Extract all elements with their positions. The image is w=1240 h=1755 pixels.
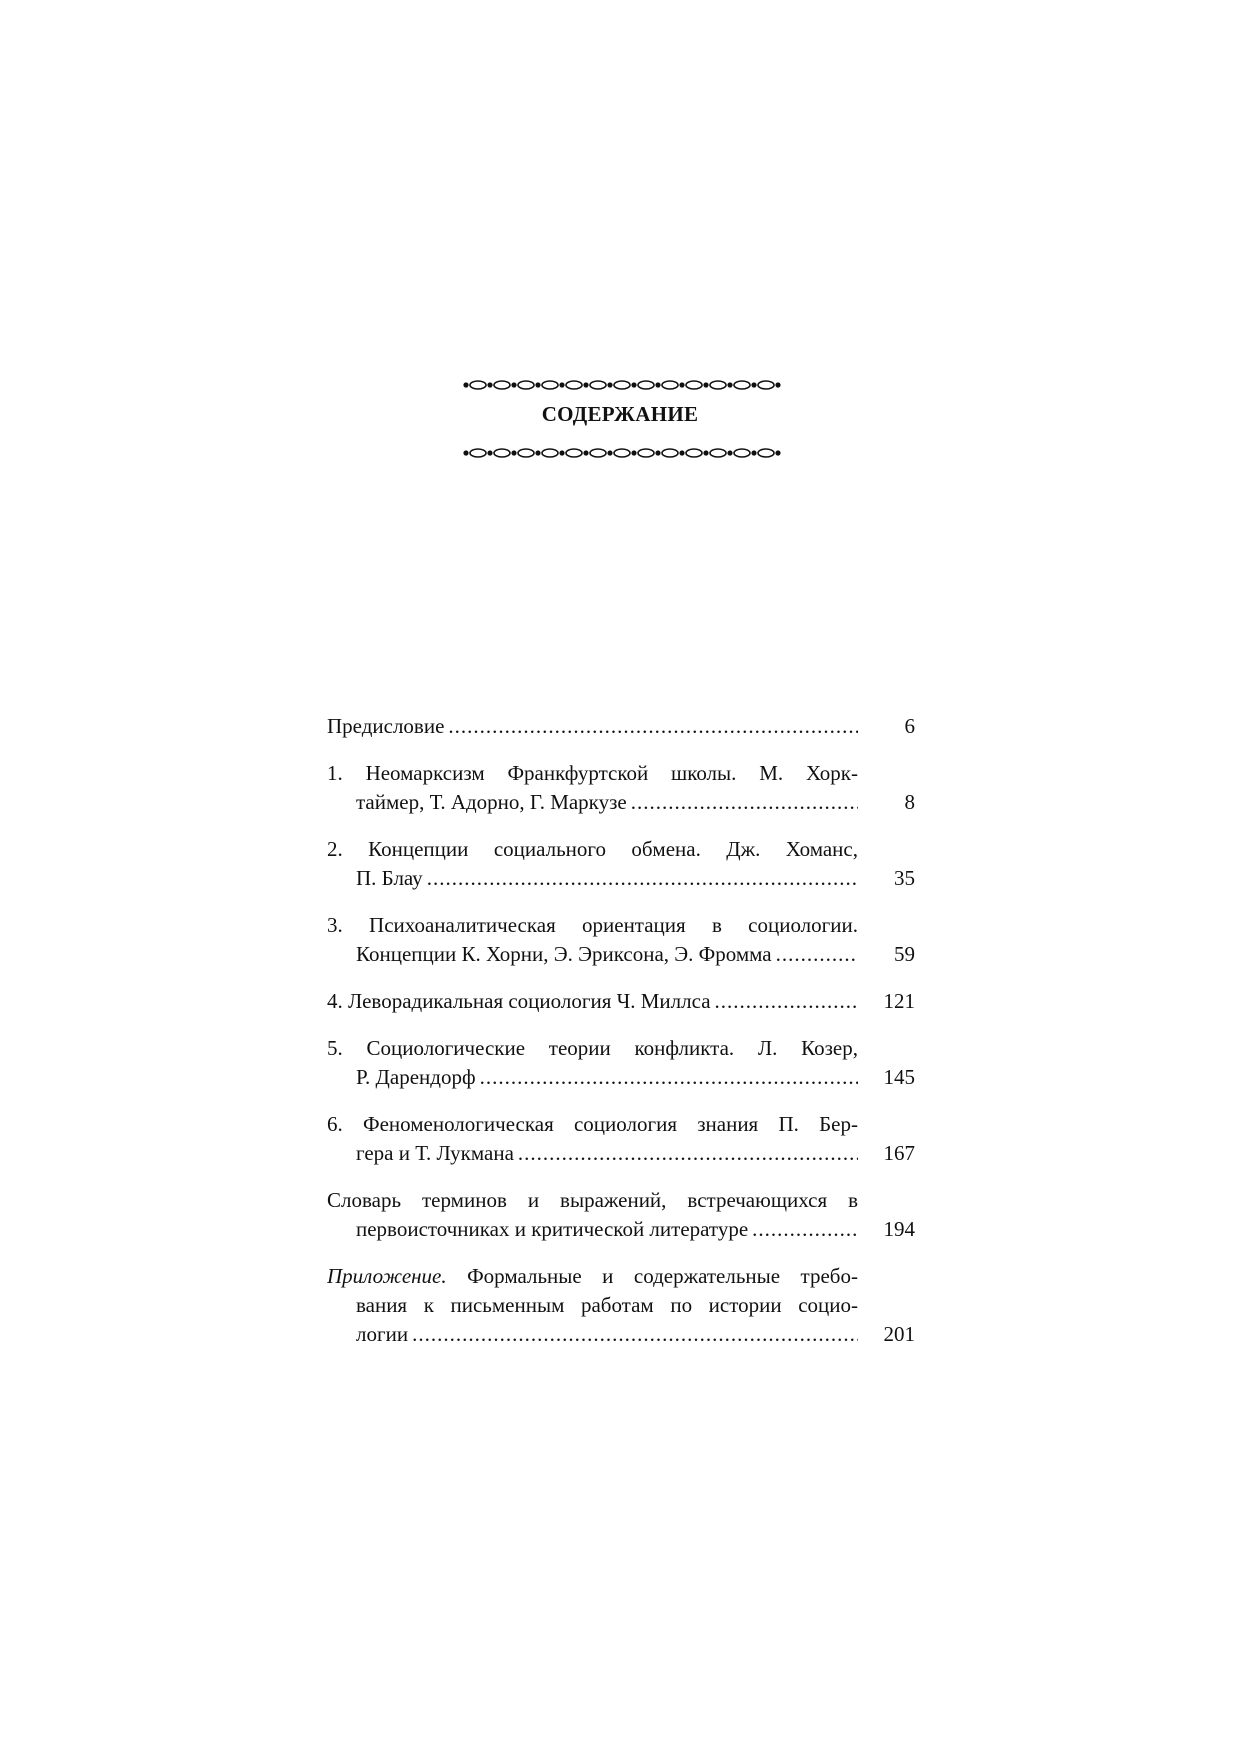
table-of-contents xyxy=(327,712,915,1367)
appendix-label: Приложение. xyxy=(327,1264,447,1288)
toc-entry-appendix[interactable] xyxy=(327,1262,915,1349)
toc-line: Предисловие ..... xyxy=(327,712,858,741)
toc-line: гера и Т. Лукмана ..... xyxy=(327,1139,858,1168)
toc-line: 2. Концепции социального обмена. Дж. Хоманс, xyxy=(327,837,858,861)
toc-entry-chapter-3[interactable] xyxy=(327,911,915,969)
toc-page-number: 194 xyxy=(883,1217,915,1241)
toc-entry-glossary[interactable] xyxy=(327,1186,915,1244)
toc-entry-chapter-2[interactable] xyxy=(327,835,915,893)
toc-line: вания к письменным работам по истории социо- xyxy=(356,1293,858,1317)
toc-page-number: 35 xyxy=(894,866,915,890)
toc-page-number: 145 xyxy=(883,1065,915,1089)
toc-page-number: 59 xyxy=(894,942,915,966)
toc-entry-chapter-5[interactable] xyxy=(327,1034,915,1092)
toc-line: Словарь терминов и выражений, встречающихся в xyxy=(327,1188,858,1212)
toc-line: таймер, Т. Адорно, Г. Маркузе ..... xyxy=(327,788,858,817)
toc-entry-chapter-1[interactable] xyxy=(327,759,915,817)
ornament-top xyxy=(460,378,782,392)
toc-line: 4. Леворадикальная социология Ч. Миллса ..... xyxy=(327,987,858,1016)
toc-page-number: 8 xyxy=(904,790,915,814)
toc-line: 3. Психоаналитическая ориентация в социологии. xyxy=(327,913,858,937)
toc-line: П. Блау ..... xyxy=(327,864,858,893)
toc-line: Концепции К. Хорни, Э. Эриксона, Э. Фромма ..... xyxy=(327,940,858,969)
toc-page-number: 201 xyxy=(883,1322,915,1346)
toc-line: логии ..... xyxy=(327,1320,858,1349)
toc-entry-preface[interactable] xyxy=(327,712,915,741)
toc-page-number: 121 xyxy=(883,989,915,1013)
toc-line: 1. Неомарксизм Франкфуртской школы. М. Хорк- xyxy=(327,761,858,785)
toc-entry-chapter-6[interactable] xyxy=(327,1110,915,1168)
toc-entry-chapter-4[interactable] xyxy=(327,987,915,1016)
toc-page-number: 167 xyxy=(883,1141,915,1165)
ornament-bottom xyxy=(460,446,782,460)
toc-page-number: 6 xyxy=(904,714,915,738)
page-title: СОДЕРЖАНИЕ xyxy=(541,402,699,426)
toc-line: первоисточниках и критической литературе ..... xyxy=(327,1215,858,1244)
toc-line: Р. Дарендорф ..... xyxy=(327,1063,858,1092)
toc-line: 6. Феноменологическая социология знания П. Бер- xyxy=(327,1112,858,1136)
toc-line: Приложение. Формальные и содержательные требо- xyxy=(327,1264,858,1288)
toc-line: 5. Социологические теории конфликта. Л. Козер, xyxy=(327,1036,858,1060)
